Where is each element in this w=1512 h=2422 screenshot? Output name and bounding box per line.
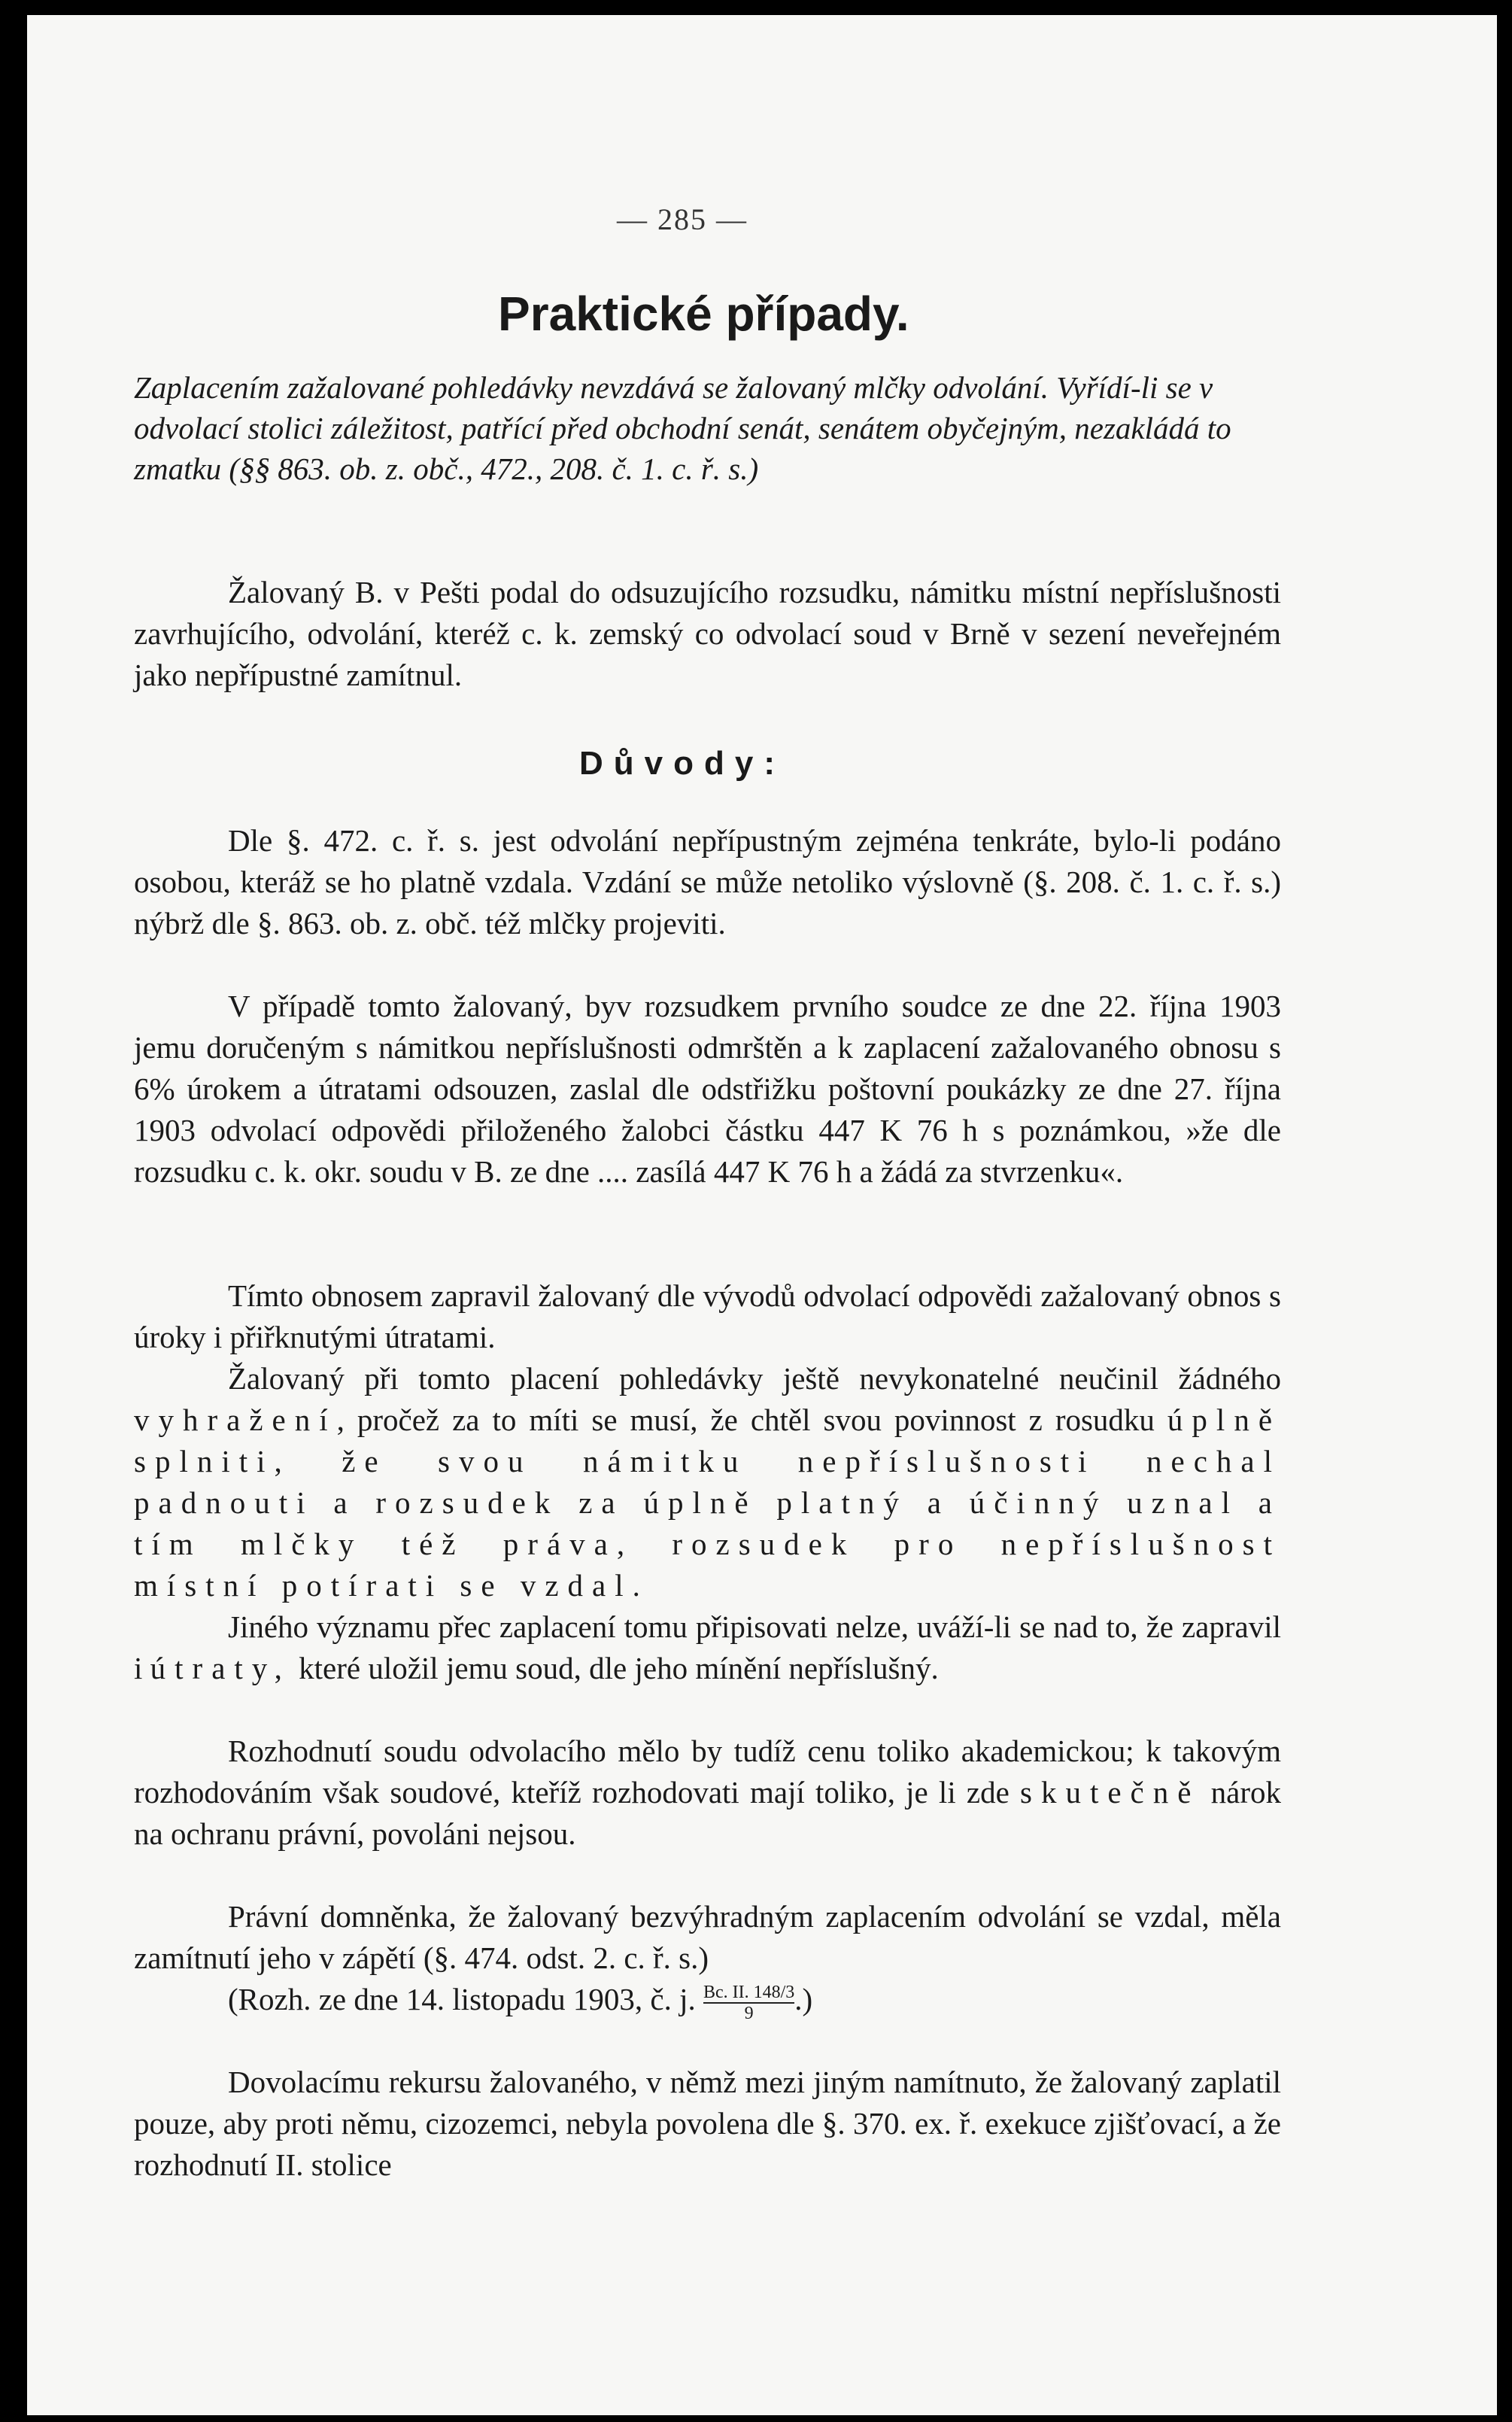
paragraph-3-text: Tímto obnosem zapravil žalovaný dle vývodů odvolací odpovědi zažalovaný obnos s úroky i přiřknutými útratami. — [134, 1278, 1281, 1354]
intro-paragraph — [134, 572, 1281, 696]
citation-numerator: Bc. II. 148/3 — [703, 1982, 795, 2002]
page-number: — 285 — — [617, 202, 748, 236]
citation-denominator: 9 — [744, 2003, 754, 2023]
case-heading: Zaplacením zažalované pohledávky nevzdává se žalovaný mlčky odvolání. Vyřídí-li se v odvolací stolici záležitost, patřící před obchodní senát, senátem obyčejným, nezakládá to zmatku (§§ 863. ob. z. obč., 472., 208. č. 1. c. ř. s.) — [134, 370, 1231, 486]
intro-text: Žalovaný B. v Pešti podal do odsuzujícího rozsudku, námitku místní nepříslušnosti zavrhujícího, odvolání, kteréž c. k. zemský co odvolací soud v Brně v sezení neveřejném jako nepřípustné zamítnul. — [134, 575, 1281, 692]
paragraph-3 — [134, 1275, 1281, 1358]
paragraph-4-text-a: Žalovaný při tomto placení pohledávky ještě nevykonatelné neučinil žádného — [228, 1361, 1281, 1396]
paragraph-8 — [134, 2062, 1281, 2186]
paragraph-2-text: V případě tomto žalovaný, byv rozsudkem prvního soudce ze dne 22. října 1903 jemu doručeným s námitkou nepříslušnosti odmrštěn a k zaplacení zažalovaného obnosu s 6% úrokem a útratami odsouzen, zaslal dle odstřižku poštovní poukázky ze dne 27. října 1903 odvolací odpovědi přiloženého žalobci částku 447 K 76 h s poznámkou, »že dle rozsudku c. k. okr. soudu v B. ze dne .... zasílá 447 K 76 h a žádá za stvrzenku«. — [134, 989, 1281, 1189]
page-title: Praktické případy. — [498, 287, 909, 341]
citation-text: (Rozh. ze dne 14. listopadu 1903, č. j. — [228, 1982, 696, 2016]
paragraph-1 — [134, 820, 1281, 944]
citation-close: .) — [794, 1982, 813, 2016]
paragraph-6-emphasis: skutečně — [1020, 1775, 1201, 1810]
paragraph-4-emphasis-b: úplně splniti, že svou námitku nepříslušnosti nechal padnouti a rozsudek za úplně platný a účinný uznal a tím mlčky též práva, rozsudek pro nepříslušnost místní potírati se vzdal. — [134, 1402, 1282, 1603]
paragraph-6 — [134, 1731, 1281, 1855]
paragraph-5-text-c: které uložil jemu soud, dle jeho mínění nepříslušný. — [299, 1651, 939, 1685]
citation — [134, 1979, 1281, 2023]
paragraph-5 — [134, 1606, 1281, 1689]
paragraph-5-text-a: Jiného významu přec zaplacení tomu připisovati nelze, uváží-li se nad to, že zapravil i — [134, 1609, 1281, 1685]
paragraph-6-text-c: nárok na ochranu právní, povoláni nejsou. — [134, 1775, 1281, 1851]
paragraph-7 — [134, 1896, 1281, 1979]
paragraph-1-text: Dle §. 472. c. ř. s. jest odvolání nepřípustným zejména tenkráte, bylo-li podáno osobou, kteráž se ho platně vzdala. Vzdání se může netoliko výslovně (§. 208. č. 1. c. ř. s.) nýbrž dle §. 863. ob. z. obč. též mlčky projeviti. — [134, 823, 1281, 941]
paragraph-7-text: Právní domněnka, že žalovaný bezvýhradným zaplacením odvolání se vzdal, měla zamítnutí jeho v zápětí (§. 474. odst. 2. c. ř. s.) — [134, 1899, 1281, 1975]
paragraph-4 — [134, 1358, 1281, 1606]
paragraph-6-text-a: Rozhodnutí soudu odvolacího mělo by tudíž cenu toliko akademickou; k takovým rozhodováním však soudové, kteříž rozhodovati mají toliko, je li zde — [134, 1734, 1281, 1810]
paragraph-2 — [134, 986, 1281, 1193]
reasons-heading: Důvody: — [579, 745, 785, 782]
paragraph-5-emphasis: útraty, — [150, 1651, 291, 1685]
paragraph-4-emphasis-a: vyhražení — [134, 1402, 337, 1437]
paragraph-4-text-c: , pročež za to míti se musí, že chtěl svou povinnost z rosudku — [336, 1402, 1155, 1437]
citation-fraction — [703, 1983, 794, 2023]
paragraph-8-text: Dovolacímu rekursu žalovaného, v němž mezi jiným namítnuto, že žalovaný zaplatil pouze, aby proti němu, cizozemci, nebyla povolena dle §. 370. ex. ř. exekuce zjišťovací, a že rozhodnutí II. stolice — [134, 2065, 1281, 2182]
